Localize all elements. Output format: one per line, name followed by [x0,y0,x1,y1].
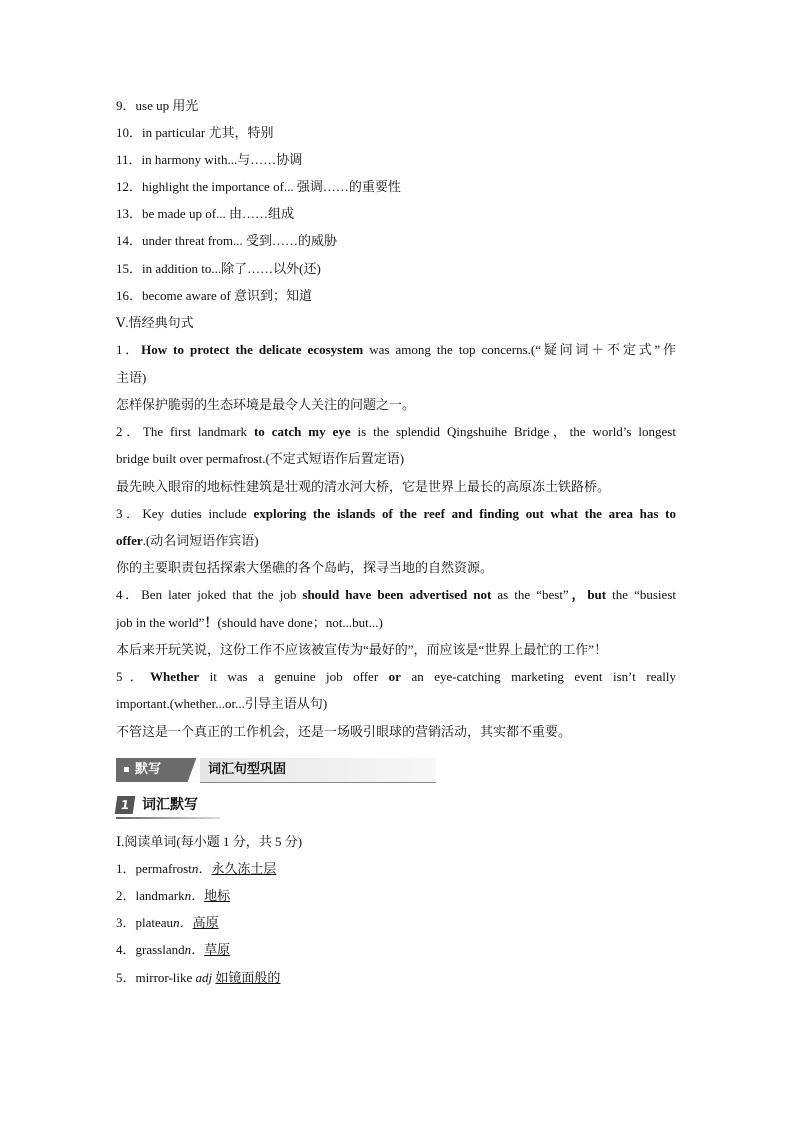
bar-dark-tab [116,758,198,782]
phrase-item: 11．in harmony with...与……协调 [116,152,303,167]
word-answer: 如镜面般的 [215,970,281,985]
sentence-4-translation: 本后来开玩笑说，这份工作不应该被宣传为“最好的”，而应该是“世界上最忙的工作”！ [116,642,608,657]
phrase-item: 12．highlight the importance of... 强调……的重要性 [116,179,401,194]
word-answer: 高原 [192,915,219,930]
sentence-2-line-1: 2．The first landmark to catch my eye is the splendid Qingshuihe Bridge，the world’s longest [116,424,676,439]
subsection-underline [116,817,220,819]
sentence-5-line-2: important.(whether...or...引导主语从句) [116,696,328,711]
section-title: Ⅴ.悟经典句式 [116,315,194,330]
sentence-4-line-2: job in the world”！(should have done；not...but...) [116,615,383,630]
word-answer: 永久冻土层 [211,861,277,876]
word-answer: 草原 [204,942,231,957]
sentence-4-line-1: 4．Ben later joked that the job should have been advertised not as the “best”，but the “busiest [116,587,676,602]
square-bullet-icon [124,767,129,772]
phrase-item: 15．in addition to...除了……以外(还) [116,261,321,276]
sentence-1-translation: 怎样保护脆弱的生态环境是最令人关注的问题之一。 [116,397,416,412]
word-item: 3．plateaun．高原 [116,915,219,930]
phrase-item: 13．be made up of... 由……组成 [116,206,295,221]
subsection-number-badge: 1 [115,796,136,814]
word-item: 1．permafrostn．永久冻土层 [116,861,277,876]
phrase-item: 14．under threat from... 受到……的威胁 [116,233,337,248]
bar-left-label: 默写 [135,762,162,777]
section-title: Ⅰ.阅读单词(每小题 1 分，共 5 分) [116,834,303,849]
sentence-1-line-1: 1．How to protect the delicate ecosystem was among the top concerns.(“疑问词＋不定式”作 [116,342,676,357]
phrase-item: 16．become aware of 意识到；知道 [116,288,313,303]
section-header-bar [116,758,436,782]
word-item: 4．grasslandn．草原 [116,942,231,957]
sentence-1-line-2: 主语) [116,370,147,385]
sentence-2-line-2: bridge built over permafrost.(不定式短语作后置定语) [116,451,405,466]
sentence-3-translation: 你的主要职责包括探索大堡礁的各个岛屿，探寻当地的自然资源。 [116,560,494,575]
sentence-2-translation: 最先映入眼帘的地标性建筑是壮观的清水河大桥，它是世界上最长的高原冻土铁路桥。 [116,479,611,494]
phrase-item: 10．in particular 尤其，特别 [116,125,274,140]
word-item: 5．mirror-like adj 如镜面般的 [116,970,281,985]
sentence-3-line-1: 3．Key duties include exploring the islands of the reef and finding out what the area has to [116,506,676,521]
sentence-3-line-2: offer.(动名词短语作宾语) [116,533,259,548]
sentence-5-translation: 不管这是一个真正的工作机会，还是一场吸引眼球的营销活动，其实都不重要。 [116,724,572,739]
sentence-5-line-1: 5．Whether it was a genuine job offer or an eye-catching marketing event isn’t really [116,669,676,684]
bar-light-tab [200,758,436,783]
subsection-title: 词汇默写 [142,797,198,813]
word-answer: 地标 [204,888,231,903]
bar-right-label: 词汇句型巩固 [208,762,287,777]
word-item: 2．landmarkn．地标 [116,888,231,903]
subsection-header [116,795,226,817]
phrase-item: 9．use up 用光 [116,98,199,113]
